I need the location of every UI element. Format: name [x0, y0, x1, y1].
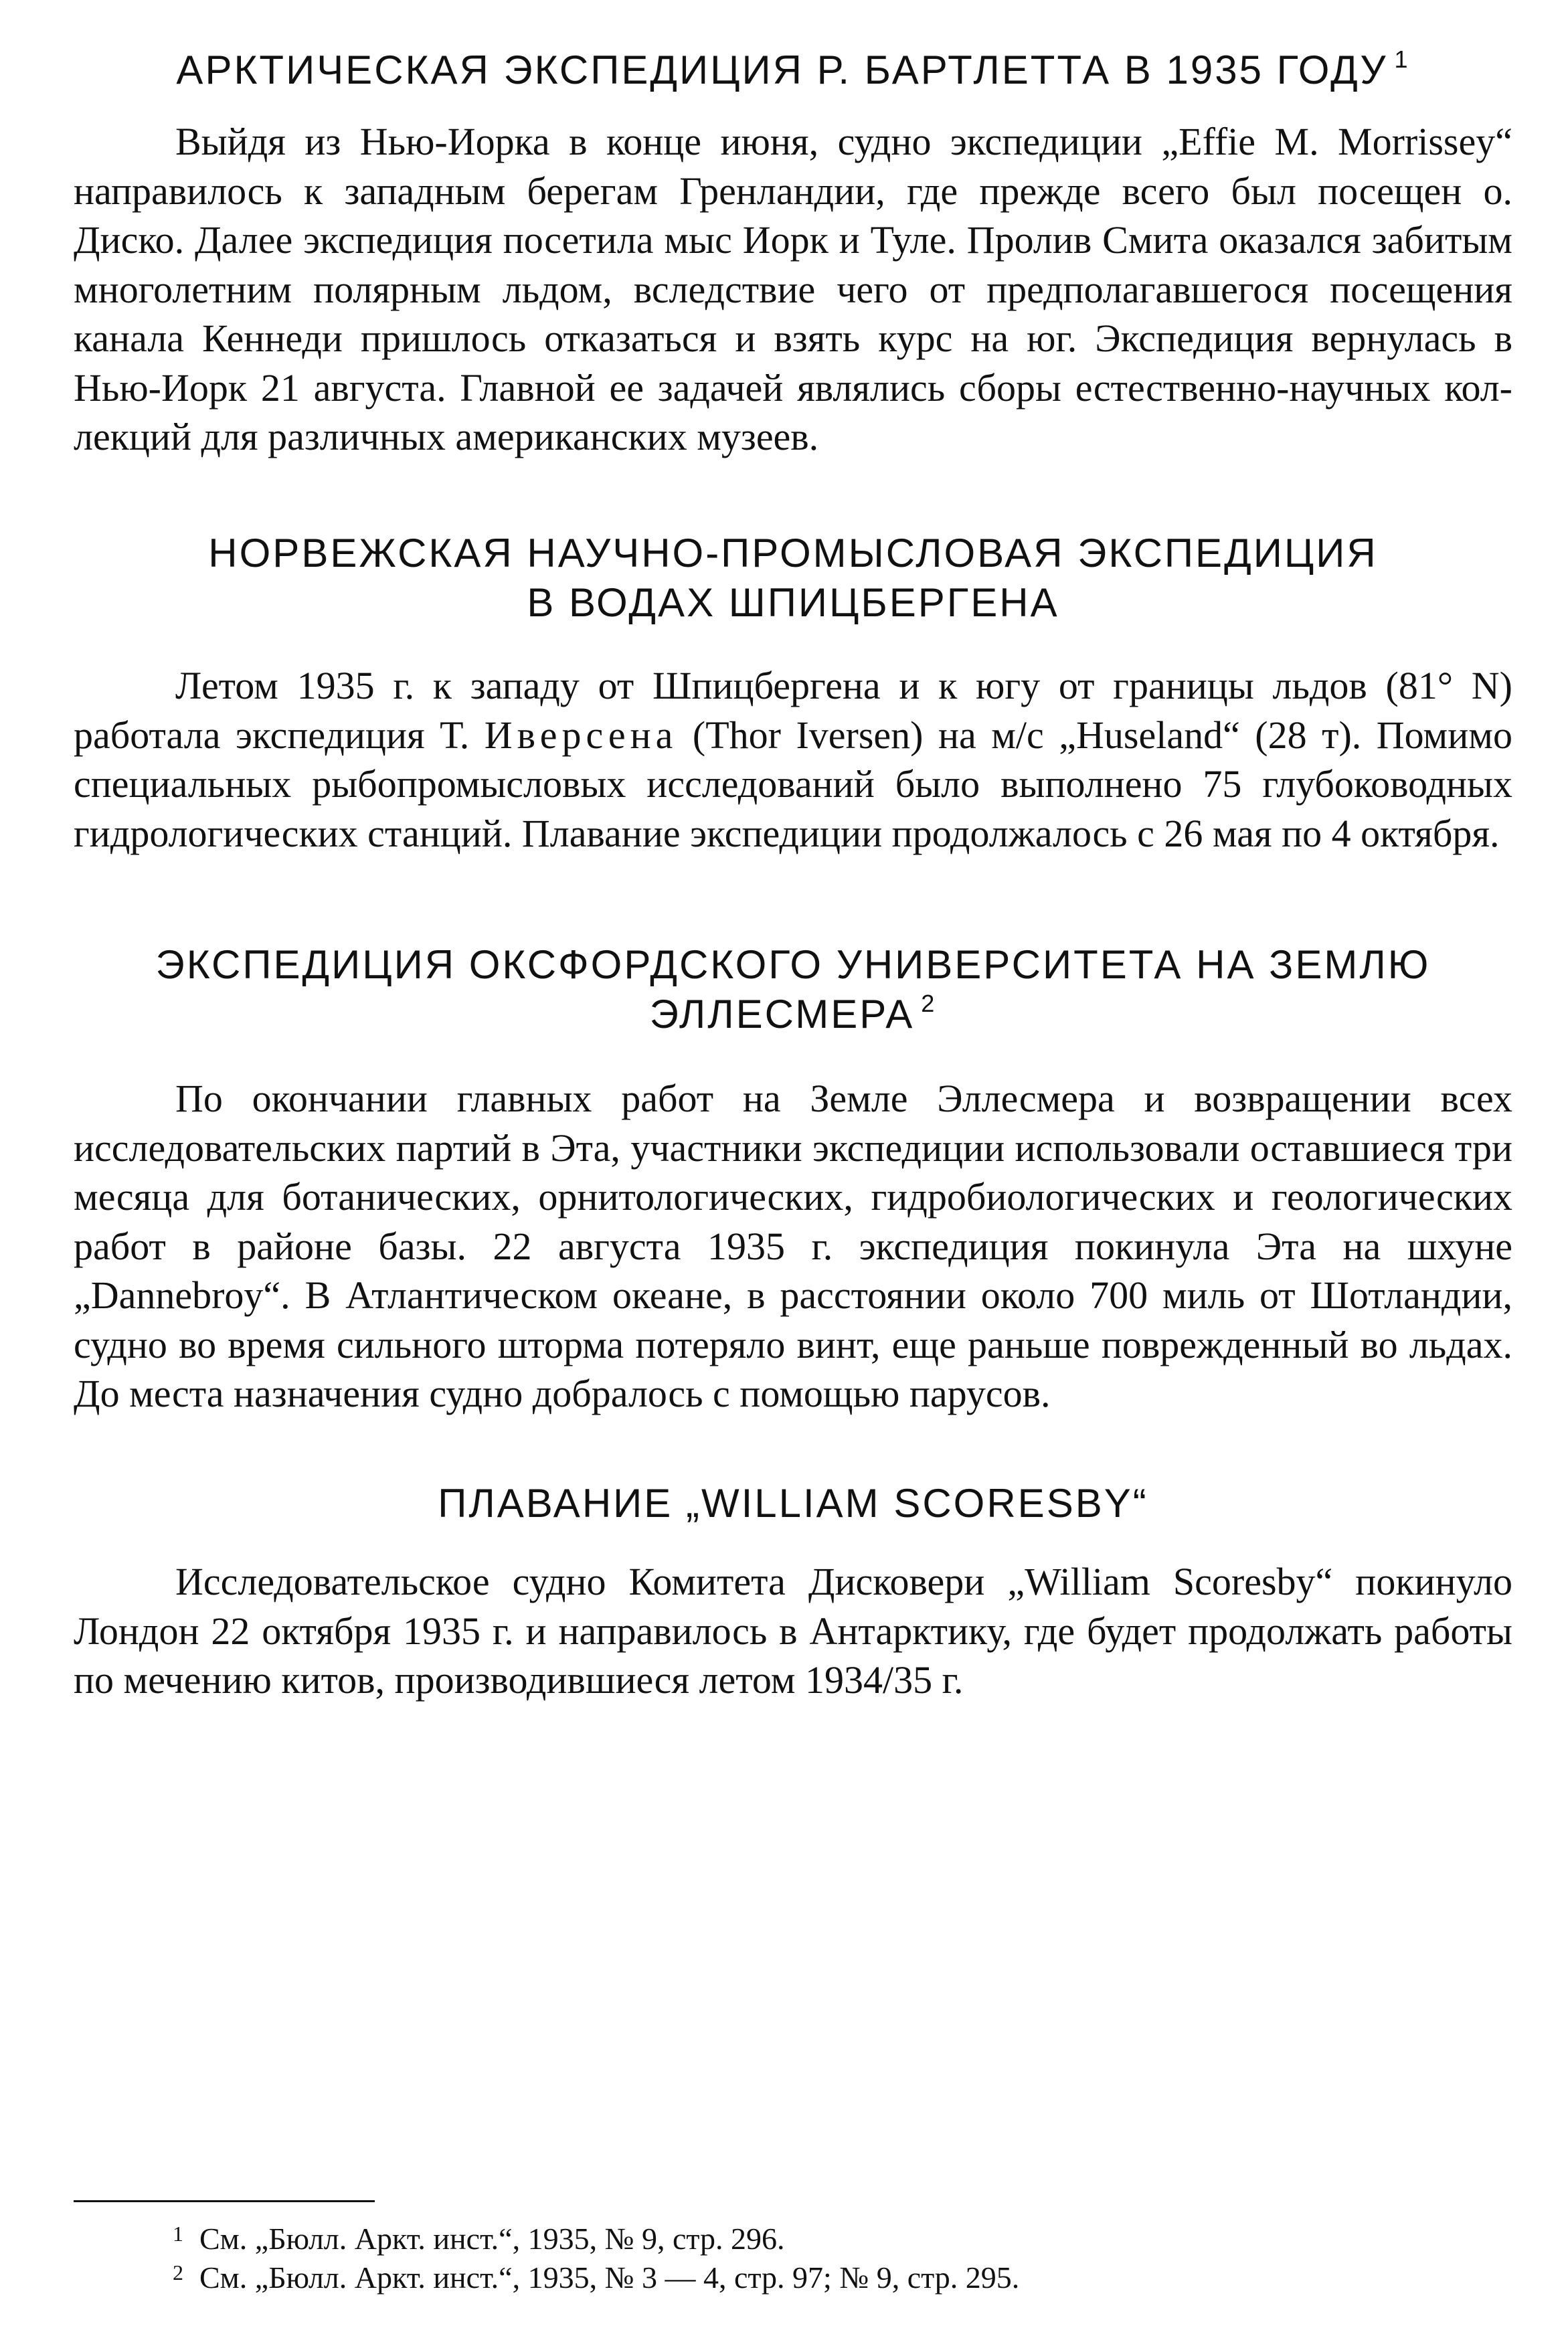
section-2-heading	[74, 529, 1512, 628]
footnote-1: 1 См. „Бюлл. Аркт. инст.“, 1935, № 9, стр. 296.	[173, 2222, 785, 2256]
footnote-2-text: См. „Бюлл. Аркт. инст.“, 1935, № 3 — 4, стр. 97; № 9, стр. 295.	[199, 2260, 1020, 2295]
section-2-paragraph	[74, 661, 1512, 858]
footnote-ref-1: 1	[1394, 46, 1410, 73]
section-4-title: ПЛАВАНИЕ „WILLIAM SCORESBY“	[438, 1481, 1148, 1526]
section-2-text-start: Летом 1935 г. к западу от Шпицбергена и к югу от границы льдов (81° N) работала экспедиция Т.	[74, 664, 1512, 757]
section-3-title-line-2: ЭЛЛЕСМЕРА	[649, 992, 915, 1037]
section-3-title-line-1: ЭКСПЕДИЦИЯ ОКСФОРДСКОГО УНИВЕРСИТЕТА НА ЗЕМЛЮ	[155, 942, 1431, 987]
section-4-paragraph: Исследовательское судно Комитета Дисковери „William Scoresby“ покинуло Лондон 22 октября 1935 г. и направилось в Антарктику, где будет продолжать работы по мечению китов, производившиеся летом 1934/35 г.	[74, 1560, 1512, 1702]
section-1-heading	[74, 46, 1512, 95]
section-1-title: АРКТИЧЕСКАЯ ЭКСПЕДИЦИЯ Р. БАРТЛЕТТА В 1935 ГОДУ	[176, 48, 1388, 92]
footnote-ref-2: 2	[921, 990, 937, 1017]
footnote-2: 2 См. „Бюлл. Аркт. инст.“, 1935, № 3 — 4, стр. 97; № 9, стр. 295.	[173, 2260, 1020, 2295]
section-3-heading	[74, 940, 1512, 1039]
section-2-text-end: (Thor Iversen) на м/с „Huseland“ (28 т). Помимо специальных рыбопромысловых исследований было выполнено 75 глубоководных гидрологических станций. Плавание экспедиции продолжалось с 26 мая по 4 октября.	[74, 713, 1512, 855]
section-4-heading	[74, 1479, 1512, 1528]
section-3-paragraph: По окончании главных работ на Земле Эллесмера и возвращении всех исследовательских партий в Эта, участники экспедиции использовали оставшиеся три месяца для ботанических, орнитологических, гидробиологических и геологических работ в районе базы. 22 августа 1935 г. экспедиция покинула Эта на шхуне „Dannebroy“. В Атлантическом океане, в расстоянии около 700 миль от Шотландии, судно во время сильного шторма потеряло винт, еще раньше поврежденный во льдах. До места назначения судно добралось с помощью парусов.	[74, 1077, 1512, 1415]
footnote-1-text: См. „Бюлл. Аркт. инст.“, 1935, № 9, стр. 296.	[199, 2222, 785, 2256]
footnote-divider	[74, 2200, 375, 2202]
section-2-spaced-name: Иверсена	[484, 713, 678, 757]
section-1-paragraph: Выйдя из Нью-Иорка в конце июня, судно экспедиции „Effie M. Morrissey“ направилось к западным берегам Гренландии, где прежде всего был посещен о. Диско. Далее экспедиция посетила мыс Иорк и Туле. Пролив Смита оказался забитым многолетним полярным льдом, вследствие чего от предполагавшегося посещения канала Кеннеди пришлось отказаться и взять курс на юг. Экспедиция вернулась в Нью-Иорк 21 августа. Главной ее задачей являлись сборы естественно-научных коллекций для различных американских музеев.	[74, 120, 1512, 458]
section-2-title-line-2: В ВОДАХ ШПИЦБЕРГЕНА	[527, 580, 1059, 625]
section-2-title-line-1: НОРВЕЖСКАЯ НАУЧНО-ПРОМЫСЛОВАЯ ЭКСПЕДИЦИЯ	[208, 531, 1378, 575]
